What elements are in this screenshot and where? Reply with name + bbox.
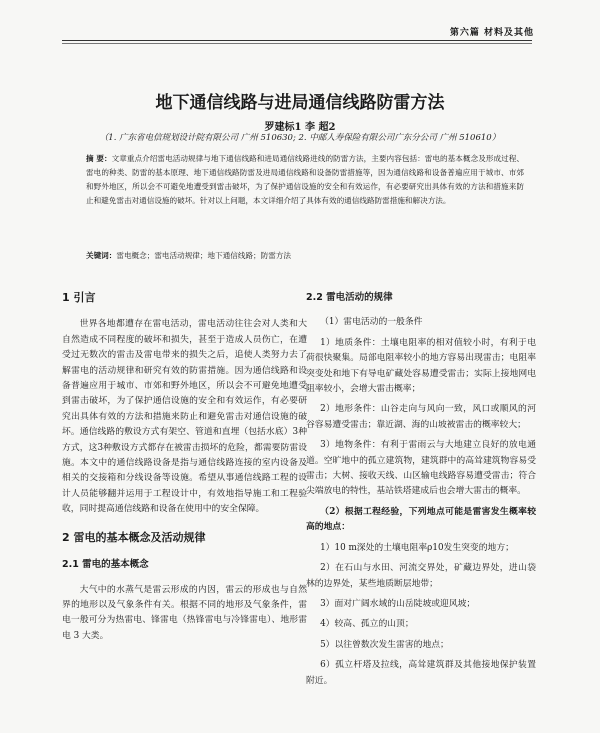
abstract	[86, 152, 524, 208]
abstract-label: 摘 要：	[86, 154, 112, 163]
item-1-heading: （1）雷电活动的一般条件	[320, 317, 423, 328]
section-2-2-heading: 2.2 雷电活动的规律	[306, 292, 393, 303]
left-column	[62, 290, 307, 656]
paper-title: 地下通信线路与进局通信线路防雷方法	[155, 93, 445, 113]
right-column	[306, 290, 536, 694]
item-2-list-1: 1）10 m深处的土壤电阻率ρ10发生突变的地方；	[320, 542, 514, 553]
item-2-list-6: 6）孤立杆塔及拉线，高耸建筑群及其他接地保护装置附近。	[306, 660, 536, 686]
abstract-text: 文章重点介绍雷电活动规律与地下通信线路和进局通信线路进线的防雷方法，主要内容包括：雷电的基本概念及形成过程、雷电的种类、防雷的基本原理、地下通信线路防雷及进局通信线路和设备防雷措施等，因为通信线路和设备普遍应用于城市、市郊和野外地区，所以会不可避免地遭受到雷击破坏，为了保护通信设施的安全和有效运作，有必要研究出具体有效的方法和措施来防止和避免雷击对通信设施的破坏。针对以上问题，本文详细介绍了具体有效的通信线路防雷措施和解决方法。	[86, 154, 524, 205]
section-1-paragraph: 世界各地都遭存在雷电活动，雷电活动往往会对人类和大自然造成不同程度的破坏和损失，甚至于造成人员伤亡，在遭受过无数次的雷击及雷电带来的损失之后，追使人类努力去了解雷电的活动规律和研究有效的防雷措施。因为通信线路和设备普遍应用于城市、市郊和野外地区，所以会不可避免地遭受到雷击破坏，为了保护通信设施的安全和有效运作，有必要研究出具体有效的方法和措施来防止和避免雷击对通信设施的破坏。通信线路的敷设方式有架空、管道和直埋（包括水底）3种方式，这3种敷设方式都存在被雷击损坏的危险，都需要防雷设施。本文中的通信线路设备是指与通信线路连接的室内设备及相关的交接箱和分线设备等设施。希望从事通信线路工程的设计人员能够翻并运用于工程设计中，有效地指导施工和工程验收，同时提高通信线路和设备在使用中的安全保障。	[62, 319, 307, 515]
section-2-1-heading: 2.1 雷电的基本概念	[62, 559, 149, 571]
keywords-text: 雷电概念；雷电活动规律；地下通信线路；防雷方法	[116, 251, 292, 260]
section-2-1-paragraph: 大气中的水蒸气是雷云形成的内因，雷云的形成也与自然界的地形以及气象条件有关。根据不同的地形及气象条件，雷电一般可分为热雷电、锋雷电（热锋雷电与冷锋雷电）、地形雷电 3 大类。	[62, 584, 307, 641]
authors: 罗建标1 李 超2	[264, 122, 336, 133]
header-rule-thin	[62, 43, 532, 44]
section-2-heading: 2 雷电的基本概念及活动规律	[62, 530, 206, 544]
item-1-para-1: 1）地质条件：土壤电阻率的相对值较小时，有利于电荷很快聚集。局部电阻率较小的地方容易出现雷击；电阻率突变处和地下有导电矿藏处容易遭受雷击；实际上接地网电阻率较小，会增大雷击概率；	[306, 337, 536, 395]
item-1-para-3: 3）地物条件：有利于雷雨云与大地建立良好的放电通道。空旷地中的孤立建筑物，建筑群中的高耸建筑物容易受雷击；大树、接收天线、山区输电线路容易遭受雷击；符合尖端放电的特性，基站铁塔建成后也会增大雷击的概率。	[306, 440, 536, 497]
keywords-label: 关键词：	[86, 251, 117, 260]
item-2-list-2: 2）在石山与水田、河流交界处，矿藏边界处，进山袋林的边界处，某些地质断层地带；	[306, 563, 536, 589]
item-2-heading: （2）根据工程经验，下列地点可能是雷害发生概率较高的地点：	[306, 506, 536, 533]
item-1-para-2: 2）地形条件：山谷走向与风向一致，风口或顺风的河谷容易遭受雷击；靠近湖、海的山坡被雷击的概率较大；	[306, 404, 536, 430]
item-2-list-4: 4）较高、孤立的山顶；	[320, 619, 414, 630]
keywords	[86, 250, 524, 261]
running-header: 第六篇 材料及其他	[449, 28, 534, 38]
header-rule	[62, 40, 532, 41]
item-2-list-5: 5）以往曾数次发生雷害的地点；	[320, 639, 449, 650]
item-2-list-3: 3）面对广阔水域的山岳陡坡或迎风坡；	[320, 598, 476, 609]
affiliation: （1. 广东省电信规划设计院有限公司 广州 510630; 2. 中邮人寿保险有限公司广东分公司 广州 510610）	[99, 133, 501, 143]
section-1-heading: 1 引言	[62, 291, 96, 304]
